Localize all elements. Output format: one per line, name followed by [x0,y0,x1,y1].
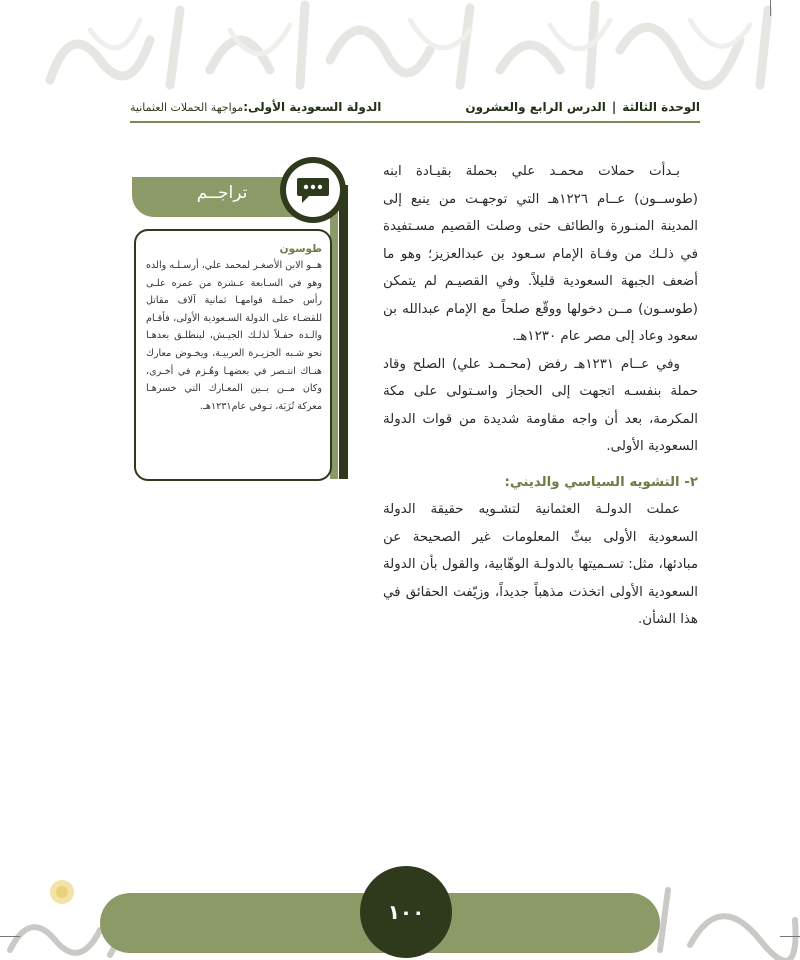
biography-body [146,241,322,415]
chat-bubble-icon [295,174,331,206]
biography-name: طوسون [279,243,322,255]
icon-holder [286,163,340,217]
paragraph-campaign-start: بـدأت حملات محمـد علي بحملة بقيـادة ابنه (طوســون) عــام ١٢٢٦هـ التي توجهـت من ينبع إلى المدينة المنـورة والطائف حتى وصلت القصيم مسـتفيدة في ذلـك من وفـاة الإمام سـعود بن عبدالعزيز؛ وهو ما أضعف الجبهة السعودية قليلاً. وفي القصيـم لم يتمكن (طوسـون) مــن دخولها ووقّع صلحاً مع الإمام عبدالله بن سعود وعاد إلى مصر عام ١٢٣٠هـ. [383,164,699,344]
crop-mark [780,936,800,937]
paragraph-distortion: عملت الدولـة العثمانية لتشـويه حقيقة الدولة السعودية الأولى ببثّ المعلومات غير الصحيحة عن مبادئها، مثل: تسـميتها بالدولـة الوهّابية، والقول بأن الدولة السعودية الأولى اتخذت مذهباً جديداً، وزيّفت الحقائق في هذا الشأن. [383,502,698,627]
biography-title: تراجــم [196,183,248,203]
lesson-title: الدرس الرابع والعشرون [465,100,606,114]
main-text-column [383,158,698,634]
page-number-badge [360,866,452,958]
crop-mark [770,0,771,16]
sidebar-dark-stem [339,185,348,479]
paragraph-muhammad-ali-campaign: وفي عــام ١٢٣١هـ رفض (محـمـد علي) الصلح وقاد حملة بنفسـه اتجهت إلى الحجاز واسـتولى على مكة المكرمة، بعد أن واجه مقاومة شديدة من قوات الدولة السعودية الأولى. [383,356,698,454]
biography-sidebar [132,157,352,479]
state-title: الدولة السعودية الأولى: [243,100,382,114]
biography-box [134,229,332,481]
calligraphy-header-decoration [30,0,790,90]
page-number: ١٠٠ [387,900,425,924]
unit-title: الوحدة الثالثة [622,100,700,114]
crop-mark [0,936,20,937]
section-subheading: ٢- التشويه السياسي والديني: [504,474,698,490]
page-header [130,95,700,119]
header-rule [130,121,700,123]
biography-text: هــو الابن الأصغـر لمحمد علي، أرسـلـه والده وهو في السـابعة عـشرة من عمره علـى رأس حملـة قوامهـا ثمانية آلاف مقاتل للقضـاء على الدولة السـعودية الأولى، فأقـام والـده حفـلاً لذلـك الجيـش، لينطلـق بعدهـا نحو شـبه الجزيـرة العربيـة، ويخـوض معارك هنـاك انتـصر في بعضهـا وهُـزم في أخـرى، وكان مــن بــين المعـارك التي خسرهـا معركة تُرَبَة، تـوفي عام١٢٣١هـ. [146,260,322,412]
topic-title: مواجهة الحملات العثمانية [130,100,244,114]
header-separator: | [611,100,617,114]
